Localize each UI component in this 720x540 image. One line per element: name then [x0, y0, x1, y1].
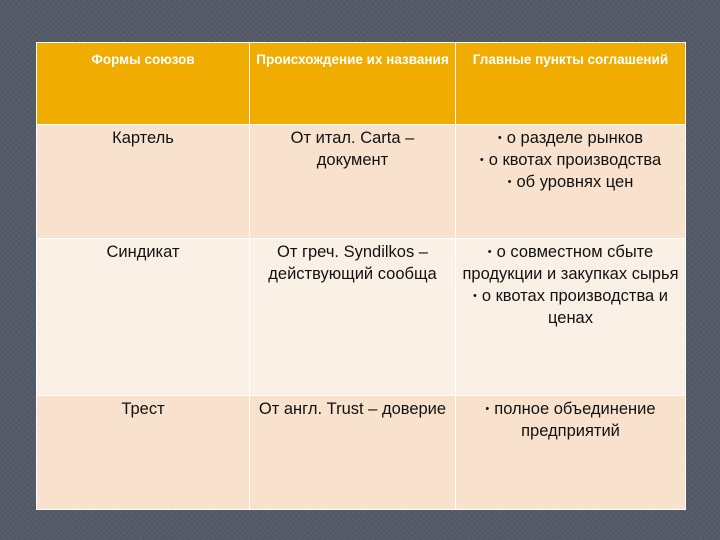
header-main-points: Главные пункты соглашений [456, 43, 686, 125]
bullet-icon: • [479, 154, 484, 167]
header-name-origin: Происхождение их названия [250, 43, 456, 125]
point-item [460, 127, 681, 149]
cell-points [456, 239, 686, 395]
cell-form: Картель [37, 125, 250, 239]
cell-origin: От греч. Syndilkos – действующий сообща [250, 239, 456, 395]
cell-form: Синдикат [37, 239, 250, 395]
cell-origin: От итал. Carta – документ [250, 125, 456, 239]
point-item [460, 149, 681, 171]
bullet-icon: • [485, 402, 490, 415]
table-row-syndicate [37, 239, 686, 395]
point-item [460, 285, 681, 329]
point-text: о разделе рынков [506, 129, 644, 148]
point-item [460, 241, 681, 285]
cell-form: Трест [37, 395, 250, 509]
table-row-cartel [37, 125, 686, 239]
point-text: полное объединение предприятий [494, 399, 656, 440]
cell-origin: От англ. Trust – доверие [250, 395, 456, 509]
point-item [460, 398, 681, 442]
point-text: о квотах производства и ценах [481, 287, 669, 328]
union-forms-table [36, 42, 686, 510]
point-text: о квотах производства [488, 151, 662, 170]
point-text: об уровнях цен [516, 173, 634, 192]
bullet-icon: • [472, 290, 477, 303]
bullet-icon: • [507, 176, 512, 189]
point-text: о совместном сбыте продукции и закупках сырья [462, 243, 679, 284]
cell-points [456, 395, 686, 509]
cell-points [456, 125, 686, 239]
bullet-icon: • [497, 132, 502, 145]
table-row-trust [37, 395, 686, 509]
table-header-row [37, 43, 686, 125]
header-union-forms: Формы союзов [37, 43, 250, 125]
point-item [460, 171, 681, 193]
bullet-icon: • [487, 246, 492, 259]
